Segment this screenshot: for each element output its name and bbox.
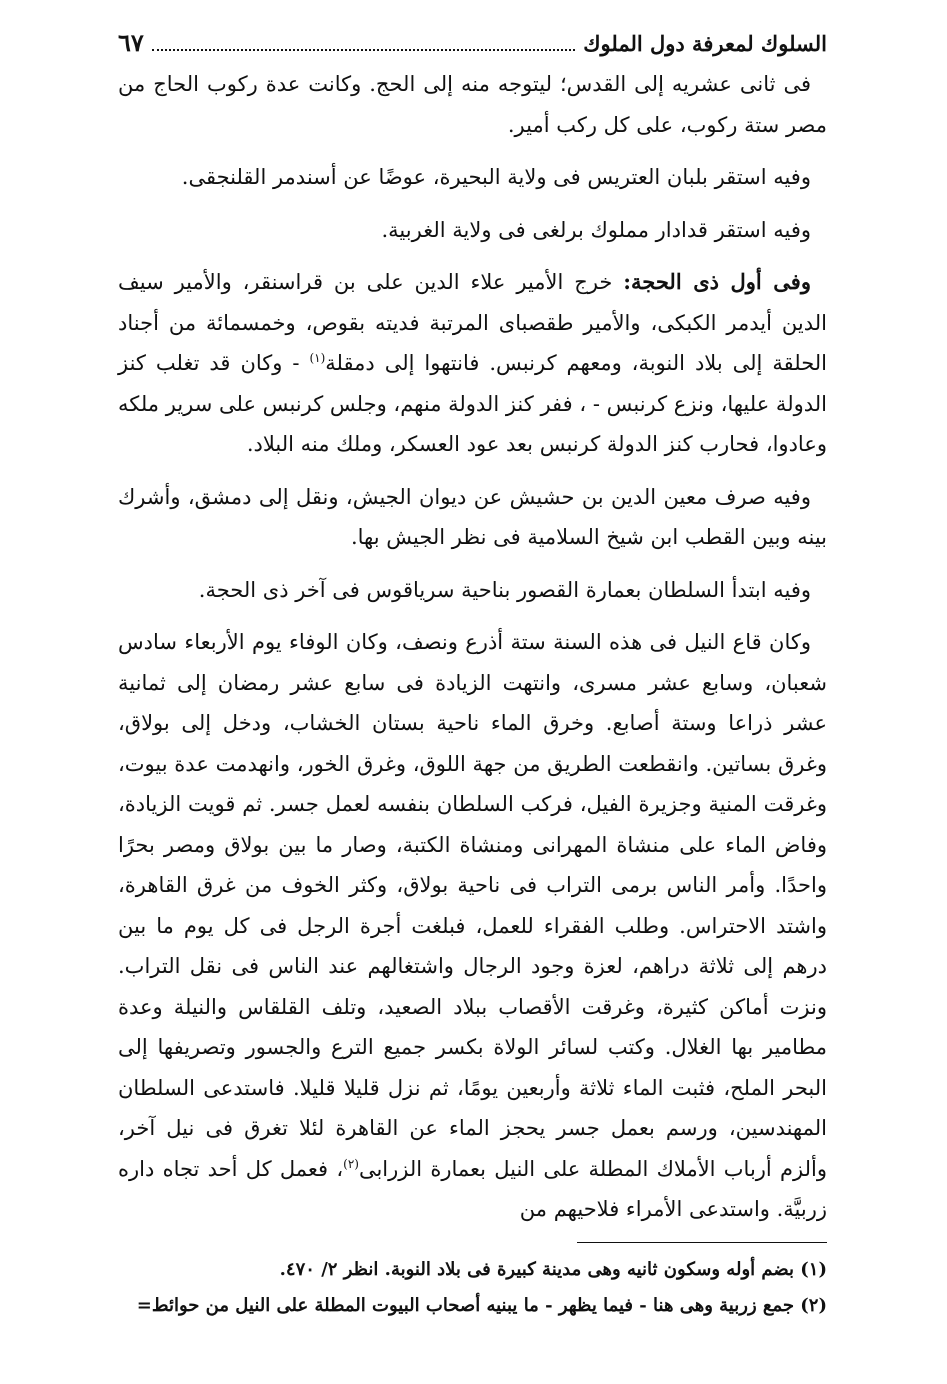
paragraph-text: وكان قاع النيل فى هذه السنة ستة أذرع ونصف، وكان الوفاء يوم الأربعاء سادس شعبان، وسابع عشر مسرى، وانتهت الزيادة فى سابع عشر رمضان إلى ثمانية عشر ذراعا وستة أصابع. وخرق الماء ناحية بستان الخشاب، ودخل إلى بولاق، وغرق بساتين. وانقطعت الطريق من جهة اللوق، وغرق الخور، وانهدمت عدة بيوت، وغرقت المنية وجزيرة الفيل، فركب السلطان بنفسه لعمل جسر. ثم قويت الزيادة، وفاض الماء على منشاة المهرانى ومنشاة الكتبة، وصار ما بين بولاق ومصر بحرًا واحدًا. وأمر الناس برمى التراب فى ناحية بولاق، وكثر الخوف من غرق القاهرة، واشتد الاحتراس. وطلب الفقراء للعمل، فبلغت أجرة الرجل فى كل يوم ما بين درهم إلى ثلاثة دراهم، لعزة وجود الرجال واشتغالهم عند الناس فى نقل التراب. ونزت أماكن كثيرة، وغرقت الأقصاب ببلاد الصعيد، وتلف القلقاس والنيلة وعدة مطامير بها الغلال. وكتب لسائر الولاة بكسر جميع الترع والجسور وتصريفها إلى البحر الملح، فثبت الماء ثلاثة وأربعين يومًا، ثم نزل قليلا قليلا. فاستدعى السلطان المهندسين، ورسم بعمل جسر يحجز الماء عن القاهرة لئلا تغرق فى نيل آخر، وألزم أرباب الأملاك المطلة على النيل بعمارة الزرابى [118,630,827,1181]
paragraph-3 [118,210,827,251]
footnotes [118,1252,827,1324]
paragraph-text: خرج الأمير علاء الدين على بن قراسنقر، والأمير سيف الدين أيدمر الكبكى، والأمير طقصباى المرتبة فديته بقوص، وخمسمائة من أجناد الحلقة إلى بلاد النوبة، ومعهم كرنبس. فانتهوا إلى دمقلة [118,270,827,375]
main-text [118,64,827,1230]
paragraph-text: فى ثانى عشريه إلى القدس؛ ليتوجه منه إلى الحج. وكانت عدة ركوب الحاج من مصر ستة ركوب، على كل ركب أمير. [118,72,827,137]
footnote-1: (١) بضم أوله وسكون ثانيه وهى مدينة كبيرة فى بلاد النوبة. انظر ٢/ ٤٧٠. [279,1259,827,1280]
book-title: السلوك لمعرفة دول الملوك [583,31,827,56]
footnote-separator [577,1242,827,1243]
footnote-ref-2: (٢) [343,1156,359,1171]
footnote-ref-1: (١) [309,351,326,365]
paragraph-1 [118,64,827,145]
paragraph-4 [118,262,827,465]
paragraph-7 [118,622,827,1230]
paragraph-text: وفيه صرف معين الدين بن حشيش عن ديوان الجيش، ونقل إلى دمشق، وأشرك بينه وبين القطب ابن شيخ السلامية فى نظر الجيش بها. [118,484,827,549]
leader-dots [152,35,575,51]
paragraph-text-tail: ، فعمل كل أحد تجاه داره زربيَّة. واستدعى الأمراء فلاحيهم من [118,1156,827,1221]
paragraph-text: وفيه استقر قدادار مملوك برلغى فى ولاية الغربية. [381,217,811,242]
paragraph-5 [118,477,827,558]
page-number: ٦٧ [118,28,144,57]
paragraph-6 [118,570,827,611]
running-header [118,28,827,62]
paragraph-text: وفيه ابتدأ السلطان بعمارة القصور بناحية سرياقوس فى آخر ذى الحجة. [198,577,811,602]
footnote-2: (٢) جمع زربية وهى هنا - فيما يظهر - ما يبنيه أصحاب البيوت المطلة على النيل من حوائط= [136,1295,827,1316]
paragraph-text: وفيه استقر بلبان العتريس فى ولاية البحيرة، عوضًا عن أسندمر القلنجقى. [181,165,811,189]
paragraph-lead: وفى أول ذى الحجة: [623,269,811,294]
paragraph-text-tail: - وكان قد تغلب كنز الدولة عليها، ونزع كرنبس - ، ففر كنز الدولة منهم، وجلس كرنبس على سرير ملكه وعادوا، فحارب كنز الدولة كرنبس بعد عود العسكر، وملك منه البلاد. [118,351,827,456]
paragraph-2 [118,157,827,198]
